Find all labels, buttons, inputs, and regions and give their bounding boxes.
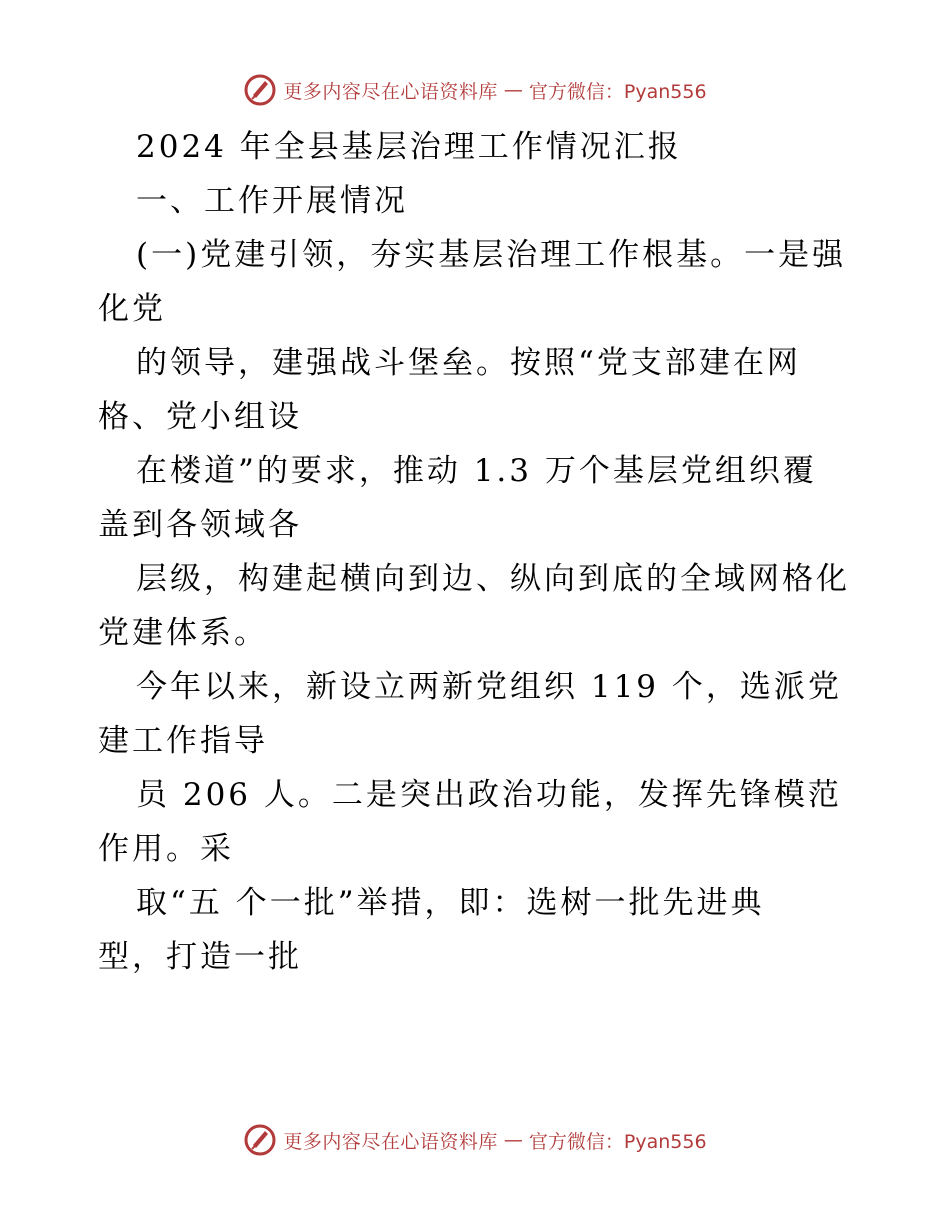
doc-line: 盖到各领域各 <box>98 507 302 543</box>
brand-logo-icon <box>243 73 277 107</box>
watermark-text: 更多内容尽在心语资料库 <box>283 1130 498 1153</box>
doc-line: 化党 <box>98 291 166 327</box>
doc-line: 型，打造一批 <box>98 939 302 975</box>
footer-watermark <box>0 1120 950 1160</box>
doc-line: (一)党建引领，夯实基层治理工作根基。一是强 <box>136 237 847 273</box>
doc-line: 党建体系。 <box>98 615 268 651</box>
doc-line: 建工作指导 <box>98 723 268 759</box>
watermark-separator: — <box>503 1129 523 1151</box>
header-watermark <box>0 70 950 110</box>
watermark-text: 更多内容尽在心语资料库 <box>283 80 498 103</box>
doc-line: 取“五 个一批”举措，即：选树一批先进典 <box>136 885 765 921</box>
doc-line: 格、党小组设 <box>98 399 302 435</box>
watermark-contact: 官方微信：Pyan556 <box>528 80 707 103</box>
document-body <box>98 120 858 984</box>
doc-line: 在楼道”的要求，推动 1.3 万个基层党组织覆 <box>136 453 817 489</box>
watermark-separator: — <box>503 79 523 101</box>
doc-line: 今年以来，新设立两新党组织 119 个，选派党 <box>136 669 842 705</box>
doc-line: 层级，构建起横向到边、纵向到底的全域网格化 <box>136 561 850 597</box>
brand-logo-icon <box>243 1123 277 1157</box>
doc-line: 员 206 人。二是突出政治功能，发挥先锋模范 <box>136 777 842 813</box>
doc-line: 的领导，建强战斗堡垒。按照“党支部建在网 <box>136 345 801 381</box>
watermark-contact: 官方微信：Pyan556 <box>528 1130 707 1153</box>
doc-line: 作用。采 <box>98 831 234 867</box>
doc-line: 2024 年全县基层治理工作情况汇报 <box>136 129 682 165</box>
doc-line: 一、工作开展情况 <box>136 183 408 219</box>
